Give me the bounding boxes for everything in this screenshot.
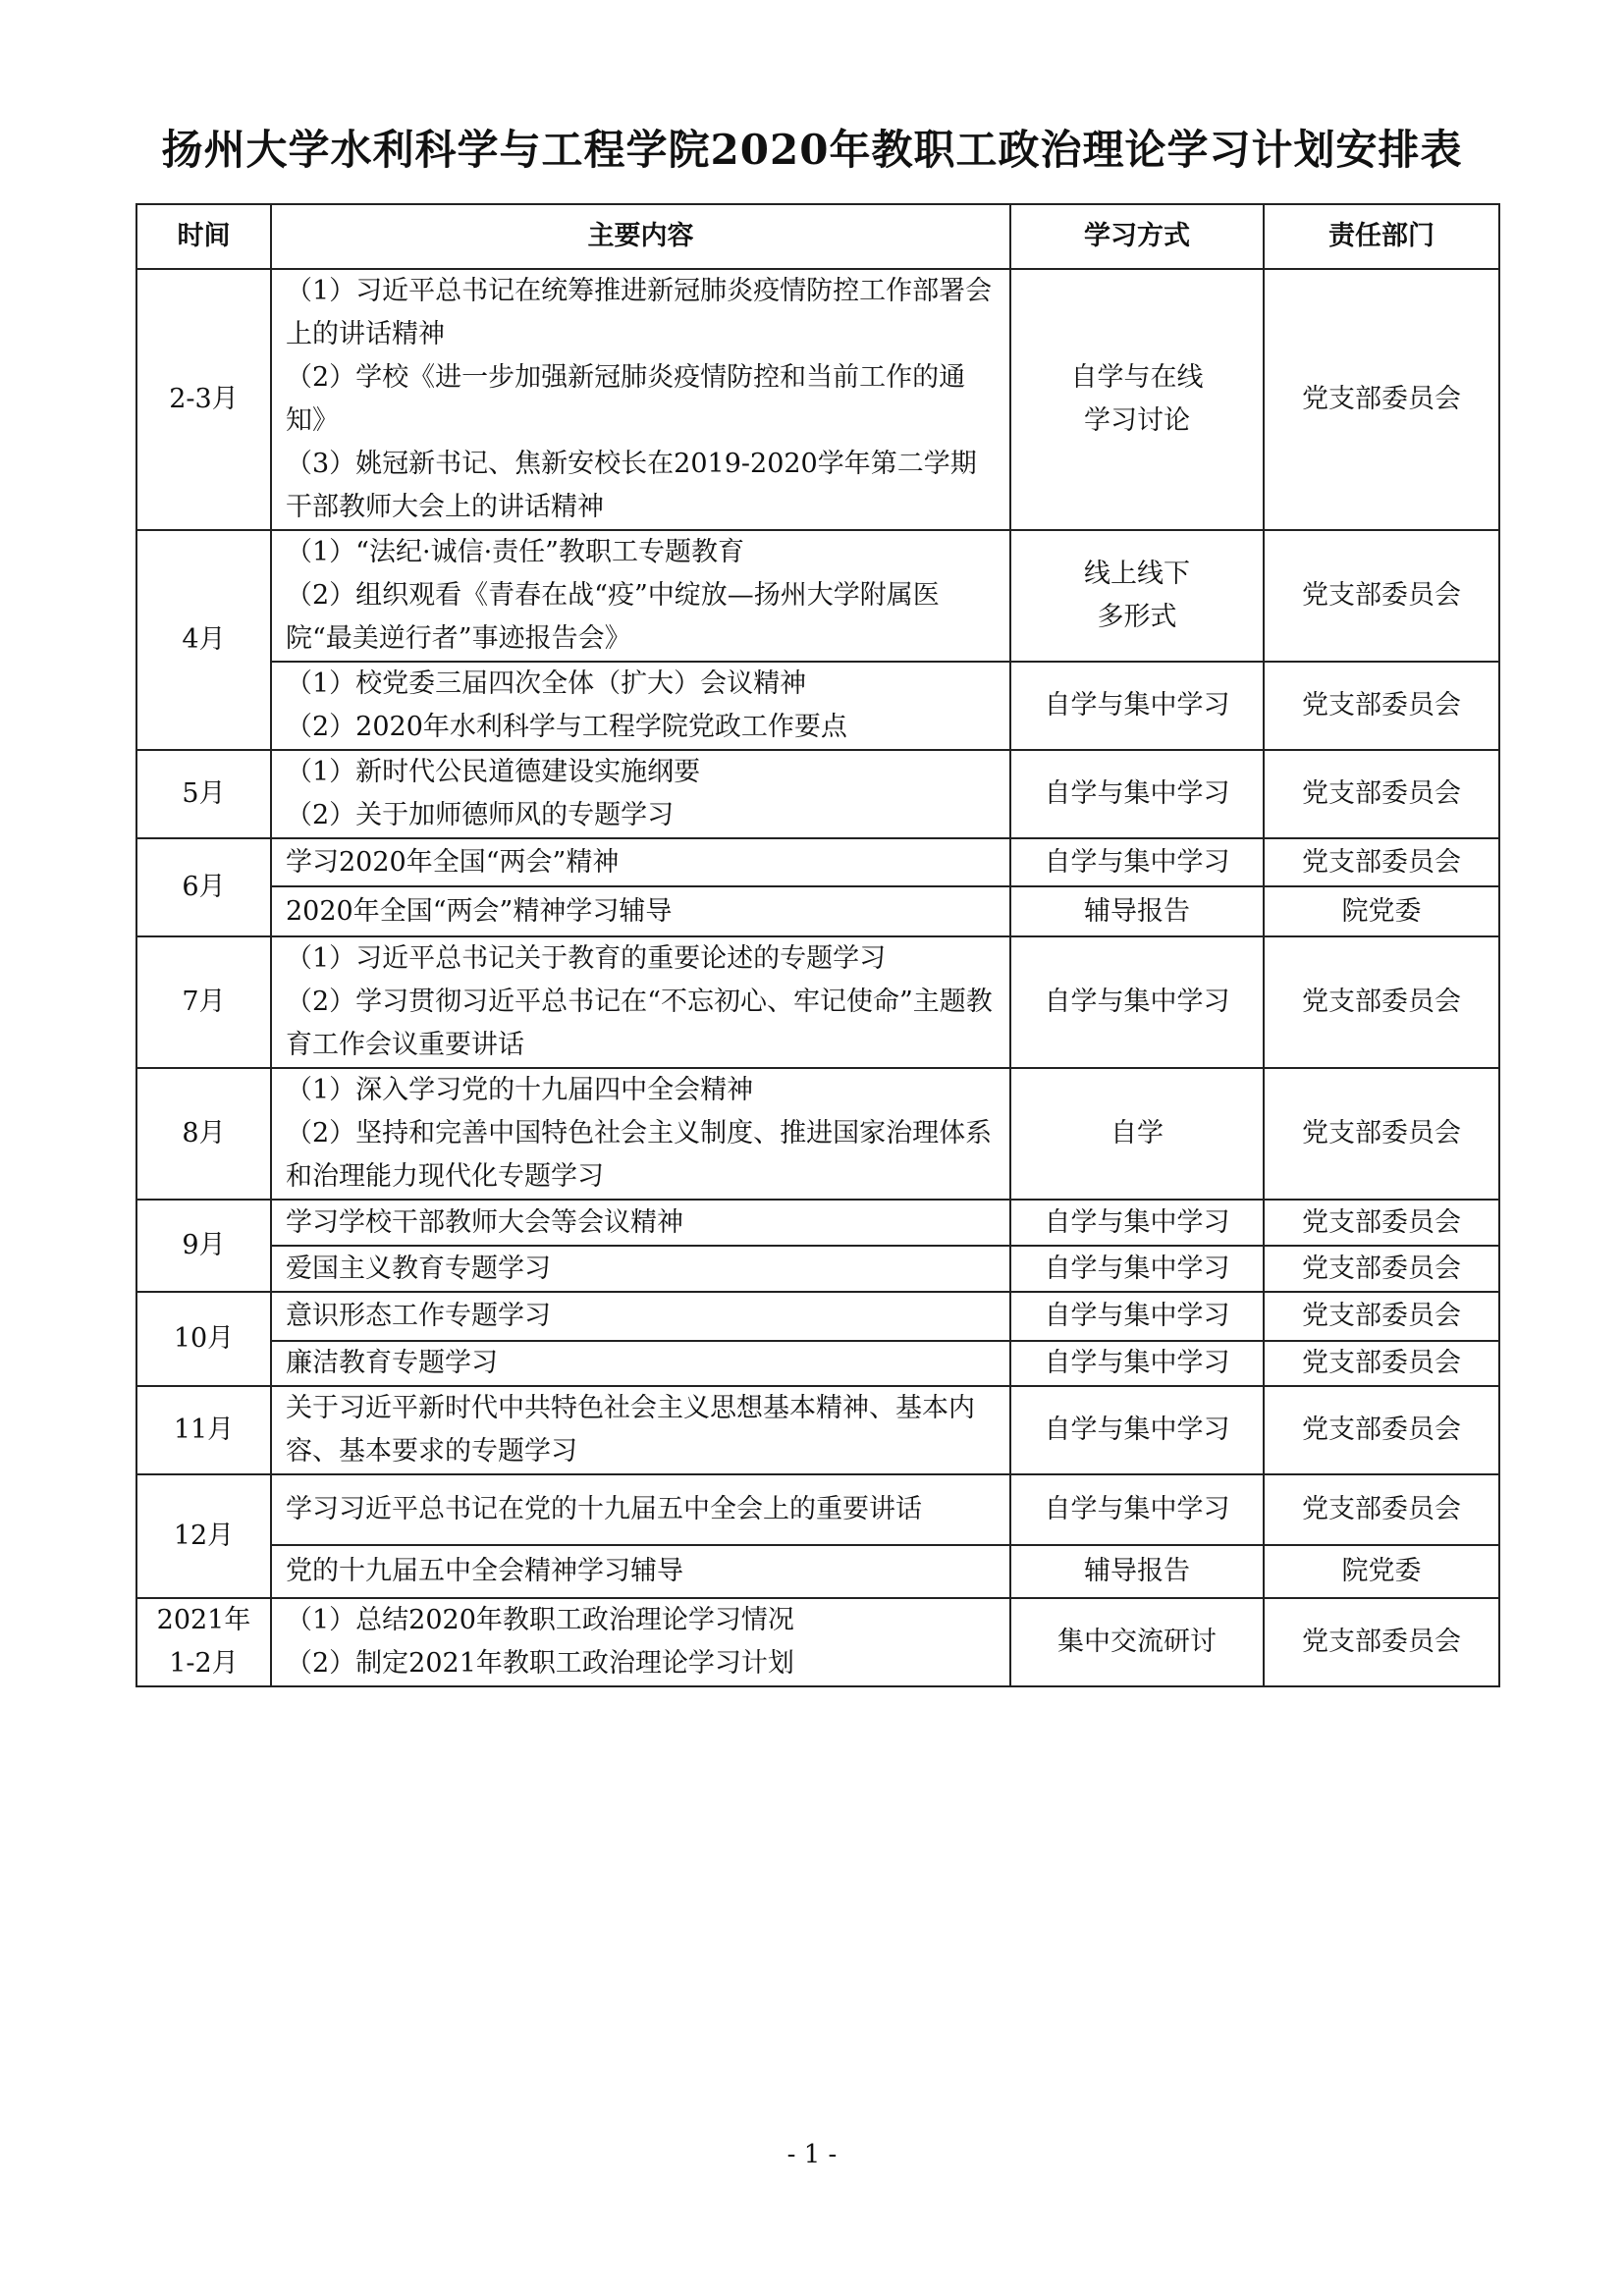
method-cell: 自学: [1010, 1068, 1264, 1200]
method-cell: 自学与集中学习: [1010, 838, 1264, 886]
header-dept: 责任部门: [1264, 204, 1499, 269]
content-line: （1）习近平总书记在统筹推进新冠肺炎疫情防控工作部署会上的讲话精神: [286, 276, 993, 349]
table-row: [136, 1292, 1499, 1341]
method-cell: 自学与集中学习: [1010, 1386, 1264, 1474]
content-cell: [271, 1068, 1010, 1200]
header-time: 时间: [136, 204, 271, 269]
content-line: （2）关于加师德师风的专题学习: [286, 800, 675, 830]
method-cell: 自学与集中学习: [1010, 1246, 1264, 1292]
month-cell: 2021年 1-2月: [136, 1598, 271, 1686]
page-title: 扬州大学水利科学与工程学院2020年教职工政治理论学习计划安排表: [161, 126, 1463, 174]
content-line: （1）校党委三届四次全体（扩大）会议精神: [286, 668, 807, 699]
content-line: （2）组织观看《青春在战“疫”中绽放—扬州大学附属医院“最美逆行者”事迹报告会》: [286, 580, 940, 654]
table-row: [136, 838, 1499, 886]
content-cell: [271, 662, 1010, 750]
content-cell: [271, 530, 1010, 662]
table-header-row: [136, 204, 1499, 269]
dept-cell: 党支部委员会: [1264, 530, 1499, 662]
method-cell: 自学与集中学习: [1010, 936, 1264, 1068]
table-row: [136, 662, 1499, 750]
content-line: （3）姚冠新书记、焦新安校长在2019-2020学年第二学期干部教师大会上的讲话精神: [286, 449, 977, 522]
dept-cell: 党支部委员会: [1264, 1341, 1499, 1386]
method-cell: 自学与集中学习: [1010, 1341, 1264, 1386]
content-cell: 廉洁教育专题学习: [271, 1341, 1010, 1386]
content-cell: 关于习近平新时代中共特色社会主义思想基本精神、基本内容、基本要求的专题学习: [271, 1386, 1010, 1474]
table-row: [136, 1246, 1499, 1292]
table-row: [136, 1068, 1499, 1200]
method-cell: 自学与集中学习: [1010, 750, 1264, 838]
table-row: [136, 530, 1499, 662]
content-cell: 学习习近平总书记在党的十九届五中全会上的重要讲话: [271, 1474, 1010, 1545]
table-row: [136, 1200, 1499, 1246]
content-cell: [271, 936, 1010, 1068]
content-cell: [271, 1598, 1010, 1686]
dept-cell: 党支部委员会: [1264, 936, 1499, 1068]
content-cell: [271, 269, 1010, 530]
dept-cell: 党支部委员会: [1264, 1386, 1499, 1474]
table-row: [136, 1386, 1499, 1474]
month-cell: 12月: [136, 1474, 271, 1598]
content-line: （1）总结2020年教职工政治理论学习情况: [286, 1605, 794, 1635]
content-cell: 意识形态工作专题学习: [271, 1292, 1010, 1341]
content-line: （1）习近平总书记关于教育的重要论述的专题学习: [286, 943, 887, 974]
month-cell: 7月: [136, 936, 271, 1068]
method-cell: 辅导报告: [1010, 1545, 1264, 1598]
table-row: [136, 269, 1499, 530]
dept-cell: 党支部委员会: [1264, 1292, 1499, 1341]
table-row: [136, 1341, 1499, 1386]
content-cell: 党的十九届五中全会精神学习辅导: [271, 1545, 1010, 1598]
method-line: 学习讨论: [1084, 405, 1190, 436]
dept-cell: 院党委: [1264, 886, 1499, 936]
method-cell: [1010, 530, 1264, 662]
header-content: 主要内容: [271, 204, 1010, 269]
method-cell: 自学与集中学习: [1010, 1474, 1264, 1545]
month-cell: 8月: [136, 1068, 271, 1200]
header-method: 学习方式: [1010, 204, 1264, 269]
dept-cell: 党支部委员会: [1264, 838, 1499, 886]
method-cell: 自学与集中学习: [1010, 1292, 1264, 1341]
content-line: （2）学校《进一步加强新冠肺炎疫情防控和当前工作的通知》: [286, 362, 966, 436]
content-line: （1）新时代公民道德建设实施纲要: [286, 757, 701, 787]
dept-cell: 党支部委员会: [1264, 662, 1499, 750]
study-plan-table: [135, 203, 1500, 1687]
method-cell: 自学与集中学习: [1010, 662, 1264, 750]
method-cell: 辅导报告: [1010, 886, 1264, 936]
dept-cell: 党支部委员会: [1264, 1246, 1499, 1292]
month-cell: 11月: [136, 1386, 271, 1474]
method-line: 自学与在线: [1070, 362, 1204, 393]
dept-cell: 党支部委员会: [1264, 750, 1499, 838]
method-cell: 集中交流研讨: [1010, 1598, 1264, 1686]
content-line: （2）制定2021年教职工政治理论学习计划: [286, 1648, 794, 1679]
month-cell: 4月: [136, 530, 271, 750]
month-cell: 2-3月: [136, 269, 271, 530]
dept-cell: 党支部委员会: [1264, 1474, 1499, 1545]
month-cell: 5月: [136, 750, 271, 838]
table-row: [136, 1474, 1499, 1545]
content-cell: 爱国主义教育专题学习: [271, 1246, 1010, 1292]
content-line: （2）学习贯彻习近平总书记在“不忘初心、牢记使命”主题教育工作会议重要讲话: [286, 987, 993, 1060]
table-row: [136, 750, 1499, 838]
method-cell: 自学与集中学习: [1010, 1200, 1264, 1246]
method-line: 线上线下: [1084, 559, 1190, 589]
method-line: 多形式: [1097, 602, 1177, 632]
table-row: [136, 1545, 1499, 1598]
content-cell: 学习2020年全国“两会”精神: [271, 838, 1010, 886]
content-line: （2）坚持和完善中国特色社会主义制度、推进国家治理体系和治理能力现代化专题学习: [286, 1118, 993, 1192]
dept-cell: 院党委: [1264, 1545, 1499, 1598]
content-cell: [271, 750, 1010, 838]
page-number: - 1 -: [786, 2140, 838, 2169]
content-line: （1）“法纪·诚信·责任”教职工专题教育: [286, 537, 744, 567]
table-row: [136, 886, 1499, 936]
table-row: [136, 1598, 1499, 1686]
dept-cell: 党支部委员会: [1264, 1068, 1499, 1200]
month-cell: 9月: [136, 1200, 271, 1292]
dept-cell: 党支部委员会: [1264, 1200, 1499, 1246]
month-cell: 6月: [136, 838, 271, 936]
content-line: （1）深入学习党的十九届四中全会精神: [286, 1075, 754, 1105]
content-cell: 学习学校干部教师大会等会议精神: [271, 1200, 1010, 1246]
month-cell: 10月: [136, 1292, 271, 1386]
dept-cell: 党支部委员会: [1264, 1598, 1499, 1686]
dept-cell: 党支部委员会: [1264, 269, 1499, 530]
content-cell: 2020年全国“两会”精神学习辅导: [271, 886, 1010, 936]
method-cell: [1010, 269, 1264, 530]
table-row: [136, 936, 1499, 1068]
content-line: （2）2020年水利科学与工程学院党政工作要点: [286, 712, 847, 742]
